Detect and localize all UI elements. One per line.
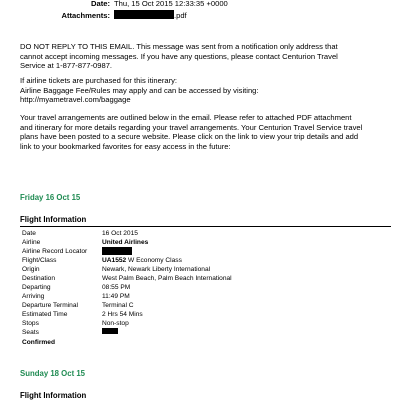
baggage-link[interactable]: http://myametravel.com/baggage: [20, 95, 131, 105]
row-label: Departing: [22, 284, 51, 291]
seats-value: [102, 328, 118, 337]
row-label: Airline: [22, 239, 41, 246]
redacted-block: [114, 10, 174, 19]
date-label: Date:: [91, 0, 110, 8]
row-label: Stops: [22, 320, 39, 327]
day-heading: Sunday 18 Oct 15: [20, 369, 86, 378]
arrangements-line: and itinerary for more details regarding your travel arrangements. Your Centurion Travel Service travel: [20, 122, 363, 132]
table-row: [20, 238, 390, 247]
table-row: [20, 274, 390, 283]
table-row: [20, 256, 390, 265]
class-text: W Economy Class: [126, 257, 182, 264]
table-row: [20, 328, 390, 337]
row-value: 11:49 PM: [102, 293, 130, 300]
flight-class-value: [102, 256, 182, 265]
row-value: Newark, Newark Liberty International: [102, 266, 211, 273]
notice-line: cannot accept incoming messages. If you have any questions, please contact Centurion Travel: [20, 51, 338, 61]
row-label: Airline Record Locator: [22, 248, 88, 255]
row-value: 08:55 PM: [102, 284, 131, 291]
arrangements-text: [20, 113, 390, 151]
table-row: [20, 301, 390, 310]
table-row: [20, 229, 390, 238]
table-row: [20, 319, 390, 328]
arrangements-line: Your travel arrangements are outlined below in the email. Please refer to attached PDF attachment: [20, 113, 352, 122]
redacted-block: [102, 328, 118, 334]
row-value: 2 Hrs 54 Mins: [102, 311, 143, 318]
row-label: Destination: [22, 275, 55, 282]
day-heading: Friday 16 Oct 15: [20, 193, 81, 202]
arrangements-line: plans have been posted to a secure website. Please click on the link to view your trip details and add: [20, 132, 359, 142]
date-value: Thu, 15 Oct 2015 12:33:35 +0000: [114, 0, 228, 8]
attachments-label: Attachments:: [61, 11, 110, 20]
section-title: Flight Information: [20, 215, 87, 224]
confirmation-status: Confirmed: [22, 339, 55, 346]
divider: [20, 226, 391, 227]
row-label: Arriving: [22, 293, 45, 300]
section-title: Flight Information: [20, 391, 87, 400]
row-value: Terminal C: [102, 302, 134, 309]
flight-number: UA1552: [102, 257, 127, 264]
row-label: Origin: [22, 266, 40, 273]
row-label: Flight/Class: [22, 257, 57, 264]
no-reply-notice: [20, 42, 390, 71]
row-label: Seats: [22, 329, 39, 336]
baggage-line: If airline tickets are purchased for this itinerary:: [20, 76, 178, 85]
table-row: [20, 265, 390, 274]
airline-value: United Airlines: [102, 239, 149, 246]
row-label: Date: [22, 230, 36, 237]
row-value: Non-stop: [102, 320, 129, 327]
notice-line: Service at 1-877-877-0987.: [20, 61, 113, 71]
baggage-line: Airline Baggage Fee/Rules may apply and can be accessed by visiting:: [20, 85, 259, 95]
table-row: [20, 292, 390, 301]
row-value: West Palm Beach, Palm Beach International: [102, 275, 232, 282]
redacted-block: [102, 247, 132, 255]
row-value: 16 Oct 2015: [102, 230, 138, 237]
row-label: Estimated Time: [22, 311, 68, 318]
arrangements-line: link to your bookmarked favorites for easy access in the future:: [20, 141, 231, 151]
table-row: [20, 310, 390, 319]
row-label: Departure Terminal: [22, 302, 78, 309]
table-row: [20, 283, 390, 292]
attachment-link[interactable]: [114, 10, 187, 22]
table-row: [20, 247, 390, 256]
baggage-info: [20, 76, 390, 105]
attachment-extension: .pdf: [174, 11, 187, 20]
notice-line: DO NOT REPLY TO THIS EMAIL. This message was sent from a notification only address that: [20, 42, 338, 51]
